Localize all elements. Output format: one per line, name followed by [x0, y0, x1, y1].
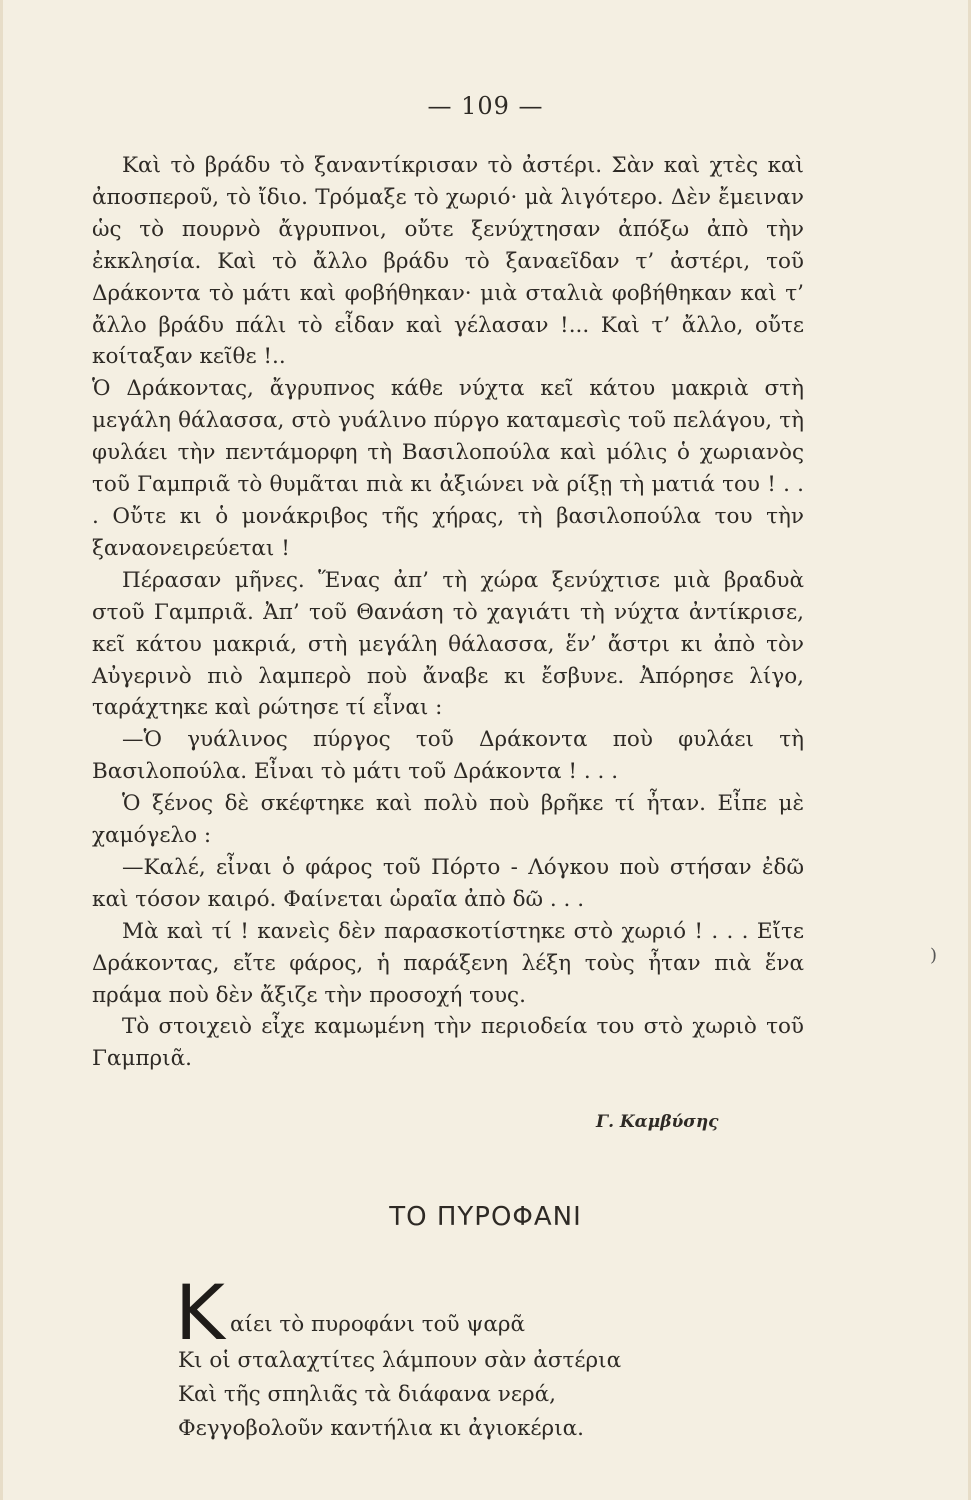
drop-cap: Κ [175, 1268, 225, 1357]
paragraph-7: Μὰ καὶ τί ! κανεὶς δὲν παρασκοτίστηκε στὸ χωριό ! . . . Εἴτε Δράκοντας, εἴτε φάρος, ἡ παράξενη λέξη τοὺς ἦταν πιὰ ἕνα πράμα ποὺ δὲν ἄξιζε τὴν προσοχή τους. [92, 918, 804, 1008]
poem-line: Κι οἱ σταλαχτίτες λάμπουν σὰν ἀστέρια [178, 1348, 622, 1373]
margin-mark: ) [930, 945, 938, 966]
page-edge-left [0, 0, 3, 1500]
author-signature: Γ. Καμβύσης [596, 1112, 719, 1132]
paragraph-3: Πέρασαν μῆνες. Ἕνας ἀπ’ τὴ χώρα ξενύχτισε μιὰ βραδυὰ στοῦ Γαμπριᾶ. Ἀπ’ τοῦ Θανάση τὸ χαγιάτι τὴ νύχτα ἀντίκρισε, κεῖ κάτου μακριά, στὴ μεγάλη θάλασσα, ἕν’ ἄστρι κι ἀπὸ τὸν Αὐγερινὸ πιὸ λαμπερὸ ποὺ ἄναβε κι ἔσβυνε. Ἀπόρησε λίγο, ταράχτηκε καὶ ρώτησε τί εἶναι : [92, 567, 804, 721]
paragraph-6: —Καλέ, εἶναι ὁ φάρος τοῦ Πόρτο - Λόγκου ποὺ στήσαν ἐδῶ καὶ τόσον καιρό. Φαίνεται ὡραῖα ἀπὸ δῶ . . . [92, 854, 804, 912]
poem-line: Φεγγοβολοῦν καντήλια κι ἀγιοκέρια. [178, 1416, 584, 1441]
poem-title: ΤΟ ΠΥΡΟΦΑΝΙ [389, 1202, 582, 1232]
paragraph-8: Τὸ στοιχειὸ εἶχε καμωμένη τὴν περιοδεία του στὸ χωριὸ τοῦ Γαμπριᾶ. [92, 1014, 804, 1072]
paragraph-4: —Ὁ γυάλινος πύργος τοῦ Δράκοντα ποὺ φυλάει τὴ Βασιλοπούλα. Εἶναι τὸ μάτι τοῦ Δράκοντα ! . . . [92, 727, 804, 785]
poem-line: αίει τὸ πυροφάνι τοῦ ψαρᾶ [230, 1312, 525, 1337]
paragraph-5: Ὁ ξένος δὲ σκέφτηκε καὶ πολὺ ποὺ βρῆκε τί ἦταν. Εἶπε μὲ χαμόγελο : [92, 791, 804, 849]
paragraph-1: Καὶ τὸ βράδυ τὸ ξαναντίκρισαν τὸ ἀστέρι. Σὰν καὶ χτὲς καὶ ἀποσπεροῦ, τὸ ἴδιο. Τρόμαξε τὸ χωριό· μὰ λιγότερο. Δὲν ἔμειναν ὡς τὸ πουρνὸ ἄγρυπνοι, οὔτε ξενύχτησαν ἀπόξω ἀπὸ τὴν ἐκκλησία. Καὶ τὸ ἄλλο βράδυ τὸ ξαναεῖδαν τ’ ἀστέρι, τοῦ Δράκοντα τὸ μάτι καὶ φοβήθηκαν· μιὰ σταλιὰ φοβήθηκαν καὶ τ’ ἄλλο βράδυ πάλι τὸ εἶδαν καὶ γέλασαν !... Καὶ τ’ ἄλλο, οὔτε κοίταξαν κεῖθε !.. [92, 153, 804, 370]
paragraph-2: Ὁ Δράκοντας, ἄγρυπνος κάθε νύχτα κεῖ κάτου μακριὰ στὴ μεγάλη θάλασσα, στὸ γυάλινο πύργο καταμεσὶς τοῦ πελάγου, τὴ φυλάει τὴν πεντάμορφη τὴ Βασιλοπούλα καὶ μόλις ὁ χωριανὸς τοῦ Γαμπριᾶ τὸ θυμᾶται πιὰ κι ἀξιώνει νὰ ρίξῃ τὴ ματιά του ! . . . Οὔτε κι ὁ μονάκριβος τῆς χήρας, τὴ βασιλοπούλα του τὴν ξαναονειρεύεται ! [92, 376, 804, 561]
page-number: — 109 — [427, 92, 544, 120]
poem-line: Καὶ τῆς σπηλιᾶς τὰ διάφανα νερά, [178, 1382, 556, 1407]
story-body [92, 150, 804, 1075]
